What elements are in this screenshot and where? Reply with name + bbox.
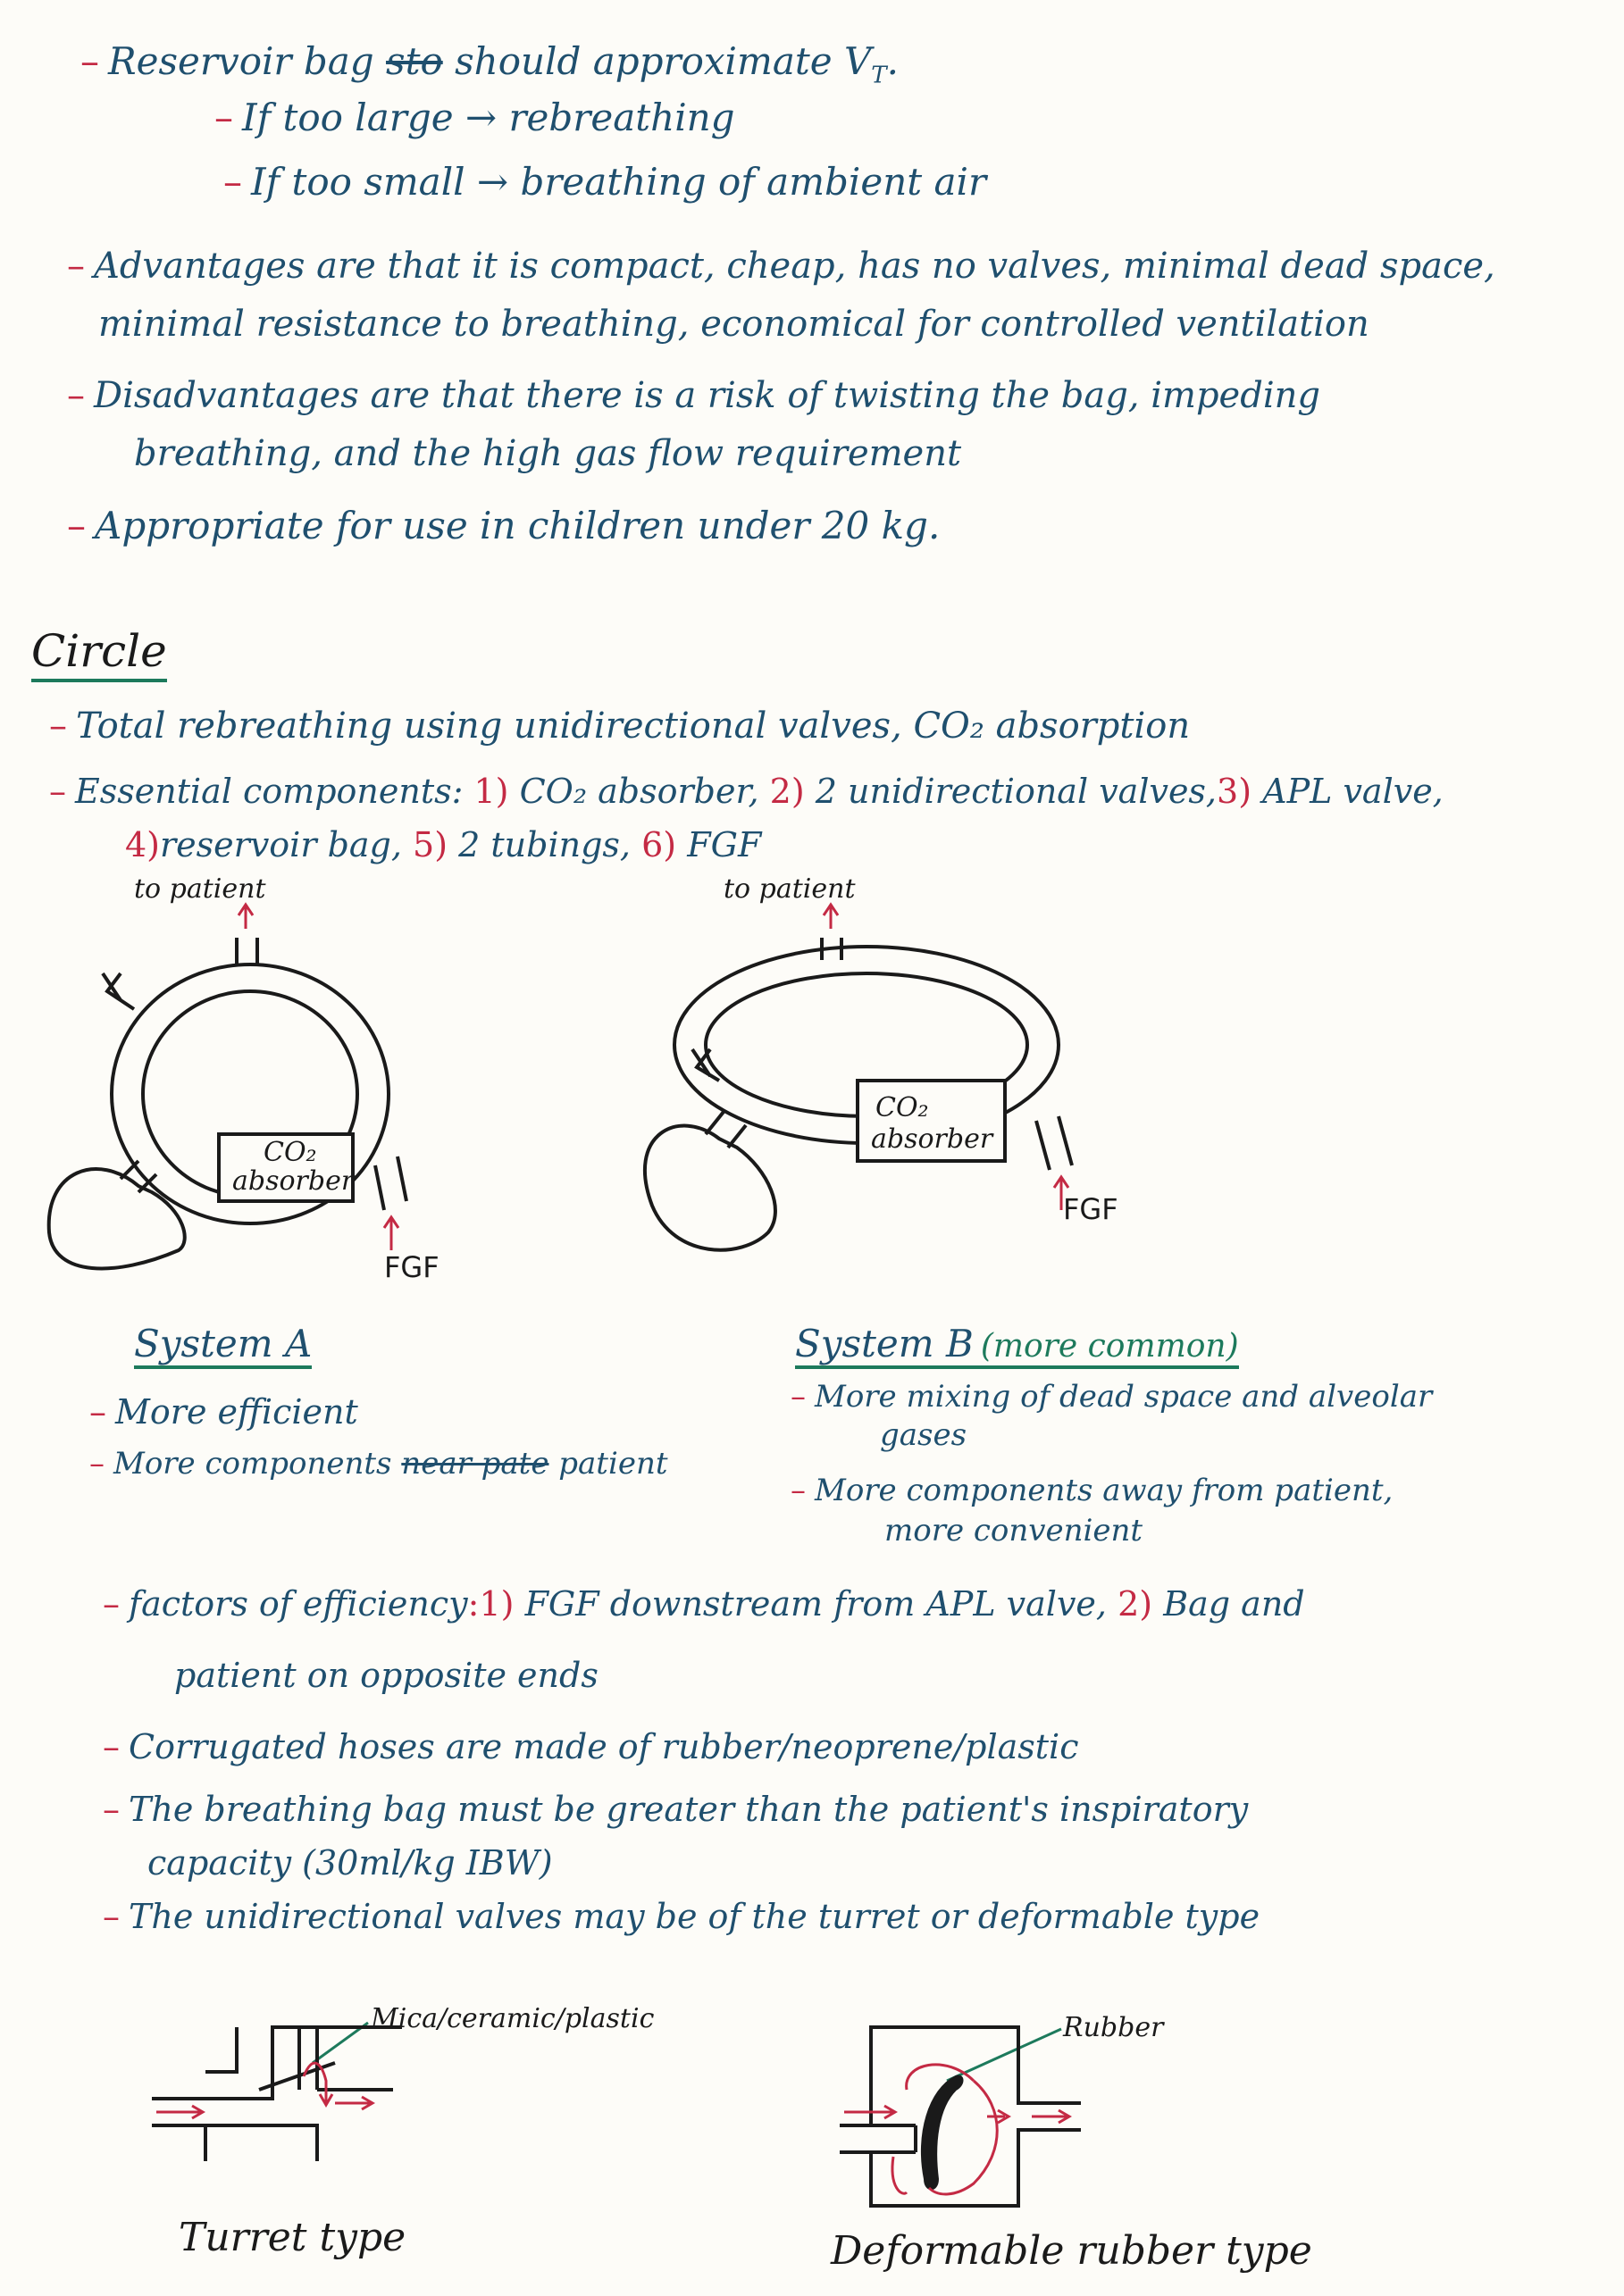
number-marker: 2) xyxy=(769,772,805,811)
bullet-text: gases xyxy=(880,1417,967,1453)
number-marker: 1) xyxy=(479,1584,515,1624)
fgf-label: FGF xyxy=(1063,1192,1118,1226)
component-text: APL valve, xyxy=(1262,772,1444,811)
bullet-text: Advantages are that it is compact, cheap, has no valves, minimal dead space, xyxy=(94,246,1495,287)
deformable-caption: Deformable rubber type xyxy=(831,2228,1312,2274)
bullet-text: FGF downstream from APL valve, xyxy=(524,1584,1107,1624)
system-b-heading xyxy=(795,1322,1239,1369)
component-text: reservoir bag, xyxy=(160,825,402,864)
bullet-dash: – xyxy=(49,772,66,811)
bullet-dash: – xyxy=(67,246,85,287)
component-text: CO₂ absorber, xyxy=(519,772,759,811)
bullet-disadvantages-cont xyxy=(134,433,961,474)
bullet-text: The unidirectional valves may be of the turret or deformable type xyxy=(129,1897,1260,1936)
bullet-breathing-bag-cont xyxy=(147,1844,553,1883)
bullet-text: patient xyxy=(548,1446,668,1482)
bullet-dash: – xyxy=(80,39,99,83)
subscript: T xyxy=(871,62,887,89)
co2-label: CO₂ xyxy=(264,1137,317,1168)
bullet-text: Disadvantages are that there is a risk of twisting the bag, impeding xyxy=(94,375,1320,416)
turret-stack xyxy=(299,2027,393,2090)
bullet-dash: – xyxy=(214,96,233,139)
number-marker: 3) xyxy=(1217,772,1252,811)
text-fragment: should approximate V xyxy=(442,39,872,83)
bullet-factors-cont xyxy=(174,1657,599,1696)
system-a-bullet-efficient xyxy=(89,1393,358,1432)
fgf-port xyxy=(375,1156,406,1210)
rubber-label: Rubber xyxy=(1063,2012,1164,2043)
bullet-dash: – xyxy=(89,1446,105,1482)
bullet-text: minimal resistance to breathing, economical for controlled ventilation xyxy=(98,304,1369,345)
bullet-dash: – xyxy=(103,1790,120,1829)
bullet-dash: – xyxy=(791,1473,806,1508)
bullet-text: More components away from patient, xyxy=(815,1473,1394,1508)
bullet-text: Appropriate for use in children under 20 kg. xyxy=(95,504,941,547)
turret-valve-body xyxy=(152,2027,402,2161)
reservoir-bag xyxy=(49,1169,185,1268)
bullet-dash: – xyxy=(67,504,86,547)
bullet-dash: – xyxy=(103,1727,120,1766)
bullet-dash: – xyxy=(67,375,85,416)
struck-text: sto xyxy=(386,39,443,83)
bullet-text: breathing, and the high gas flow requirement xyxy=(134,433,962,474)
bullet-text: factors of efficiency xyxy=(129,1584,468,1624)
bullet-text: Essential components: xyxy=(75,772,474,811)
bullet-advantages xyxy=(67,246,1495,287)
flow-arrow xyxy=(892,2157,907,2193)
bullet-children xyxy=(67,505,940,547)
bullet-breathing-bag xyxy=(103,1791,1248,1830)
bullet-dash: – xyxy=(791,1379,806,1415)
deformable-inlet xyxy=(840,2125,916,2152)
bullet-text: More efficient xyxy=(115,1392,358,1432)
number-marker: 6) xyxy=(641,825,677,864)
bullet-text: capacity (30ml/kg IBW) xyxy=(147,1843,553,1883)
bullet-essential-components-cont xyxy=(125,826,761,865)
bullet-text: The breathing bag must be greater than the patient's inspiratory xyxy=(129,1790,1249,1829)
absorber-label: absorber xyxy=(871,1123,993,1155)
bullet-essential-components xyxy=(49,772,1444,812)
fgf-label: FGF xyxy=(384,1250,439,1284)
system-b-bullet-away-cont xyxy=(884,1514,1143,1549)
bullet-text: Total rebreathing using unidirectional valves, CO₂ absorption xyxy=(76,705,1191,747)
bullet-factors xyxy=(103,1585,1305,1624)
bullet-total-rebreathing xyxy=(49,705,1190,747)
bullet-dash: – xyxy=(103,1584,120,1624)
turret-material-label: Mica/ceramic/plastic xyxy=(371,2003,655,2034)
bullet-text: More mixing of dead space and alveolar xyxy=(815,1379,1433,1415)
component-text: FGF xyxy=(687,825,762,864)
component-text: 2 tubings, xyxy=(458,825,632,864)
system-b-bullet-mixing-cont xyxy=(880,1418,967,1453)
system-b-title: System B xyxy=(795,1322,974,1365)
number-marker: 1) xyxy=(473,772,509,811)
to-patient-label: to patient xyxy=(724,873,856,905)
struck-text: near pate xyxy=(401,1446,549,1482)
circle-system-a-diagram xyxy=(36,866,536,1284)
rubber-flap xyxy=(922,2076,963,2190)
text-fragment: Reservoir bag xyxy=(108,39,387,83)
turret-valve-diagram xyxy=(134,1991,759,2161)
absorber-label: absorber xyxy=(232,1165,355,1197)
sub-bullet-too-large xyxy=(214,96,735,139)
apl-valve xyxy=(103,973,134,1009)
bullet-text: patient on opposite ends xyxy=(174,1656,599,1695)
circle-system-b-diagram xyxy=(643,866,1143,1277)
bullet-dash: – xyxy=(49,705,67,747)
system-b-bullet-away xyxy=(791,1474,1393,1508)
bullet-text: Corrugated hoses are made of rubber/neoprene/plastic xyxy=(129,1727,1079,1766)
reservoir-bag xyxy=(645,1126,775,1250)
system-a-heading: System A xyxy=(134,1322,312,1369)
bullet-text: If too small → breathing of ambient air xyxy=(251,160,987,204)
flow-arrow xyxy=(907,2065,974,2090)
system-a-bullet-components xyxy=(89,1447,668,1482)
bullet-text: If too large → rebreathing xyxy=(242,96,735,139)
to-patient-label: to patient xyxy=(134,873,266,905)
bullet-text: more convenient xyxy=(884,1513,1143,1549)
bullet-valves xyxy=(103,1898,1260,1937)
system-b-bullet-mixing xyxy=(791,1380,1432,1415)
number-marker: 4) xyxy=(125,825,161,864)
component-text: 2 unidirectional valves, xyxy=(815,772,1218,811)
sub-bullet-too-small xyxy=(223,161,986,204)
patient-port xyxy=(237,938,257,964)
co2-label: CO₂ xyxy=(875,1092,929,1123)
apl-valve xyxy=(692,1049,719,1081)
bullet-text: Bag and xyxy=(1163,1584,1305,1624)
number-marker: 2) xyxy=(1118,1584,1153,1624)
bullet-dash: – xyxy=(103,1897,120,1936)
bullet-text: More components xyxy=(113,1446,402,1482)
circle-heading: Circle xyxy=(31,625,167,682)
number-marker: 5) xyxy=(413,825,448,864)
bullet-dash: – xyxy=(223,160,242,204)
bullet-hoses xyxy=(103,1728,1078,1767)
text-fragment: . xyxy=(886,39,899,83)
system-b-note: (more common) xyxy=(980,1328,1239,1365)
bullet-dash: – xyxy=(89,1392,106,1432)
turret-valve-walls xyxy=(205,2027,237,2161)
bullet-advantages-cont xyxy=(98,304,1369,345)
deformable-valve-diagram xyxy=(840,2000,1215,2206)
fgf-port xyxy=(1036,1116,1072,1170)
colon: : xyxy=(467,1584,480,1624)
bullet-reservoir-bag xyxy=(80,40,899,89)
turret-caption: Turret type xyxy=(179,2215,406,2260)
bullet-disadvantages xyxy=(67,375,1320,416)
